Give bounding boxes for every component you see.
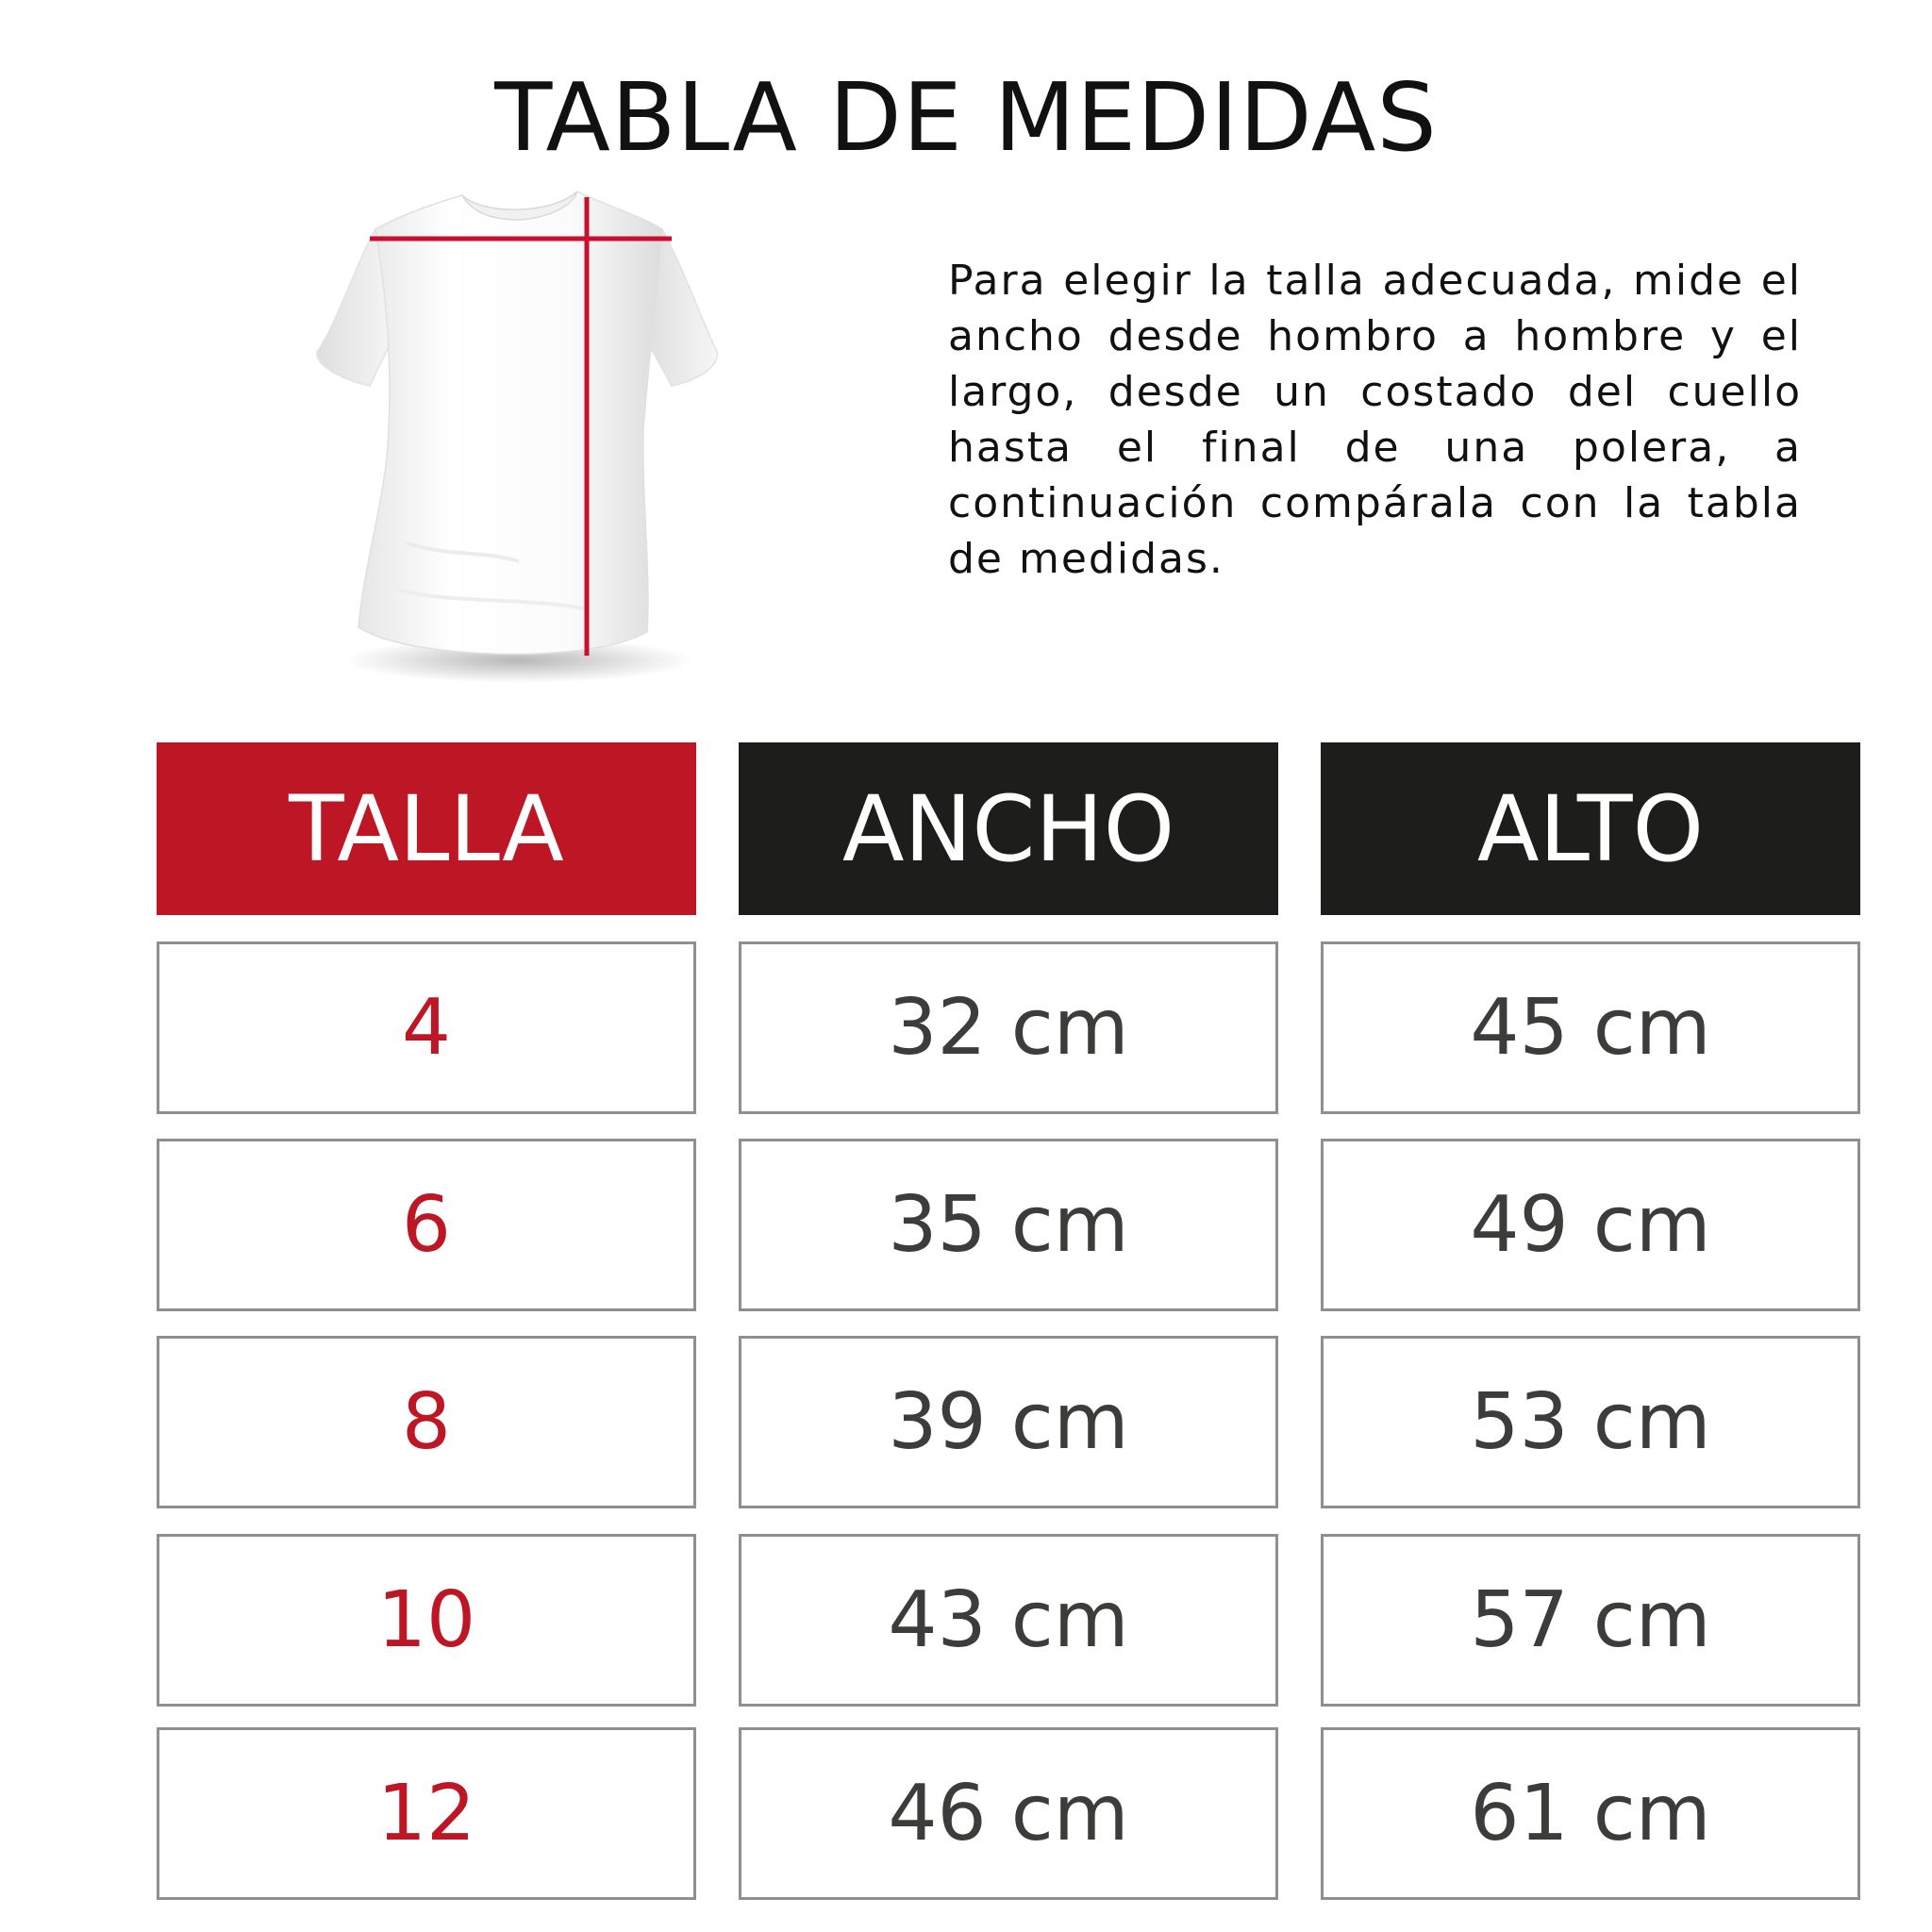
page-title: TABLA DE MEDIDAS bbox=[494, 62, 1438, 173]
height-cell: 57 cm bbox=[1321, 1534, 1860, 1707]
height-cell: 45 cm bbox=[1321, 941, 1860, 1114]
height-cell: 61 cm bbox=[1321, 1727, 1860, 1900]
measurement-instructions: Para elegir la talla adecuada, mide el ancho desde hombro a hombre y el largo, desde un costado del cuello hasta el final de una polera, a continuación compárala con la tabla de medidas. bbox=[948, 257, 1802, 583]
width-cell: 43 cm bbox=[739, 1534, 1278, 1707]
width-cell: 35 cm bbox=[739, 1139, 1278, 1311]
height-cell: 49 cm bbox=[1321, 1139, 1860, 1311]
tshirt-measurement-icon bbox=[302, 184, 736, 693]
header-talla: TALLA bbox=[157, 742, 696, 915]
size-cell: 8 bbox=[157, 1336, 696, 1508]
width-cell: 32 cm bbox=[739, 941, 1278, 1114]
width-cell: 39 cm bbox=[739, 1336, 1278, 1508]
width-cell: 46 cm bbox=[739, 1727, 1278, 1900]
size-cell: 4 bbox=[157, 941, 696, 1114]
header-alto: ALTO bbox=[1321, 742, 1860, 915]
size-cell: 10 bbox=[157, 1534, 696, 1707]
height-cell: 53 cm bbox=[1321, 1336, 1860, 1508]
size-cell: 6 bbox=[157, 1139, 696, 1311]
size-cell: 12 bbox=[157, 1727, 696, 1900]
header-ancho: ANCHO bbox=[739, 742, 1278, 915]
